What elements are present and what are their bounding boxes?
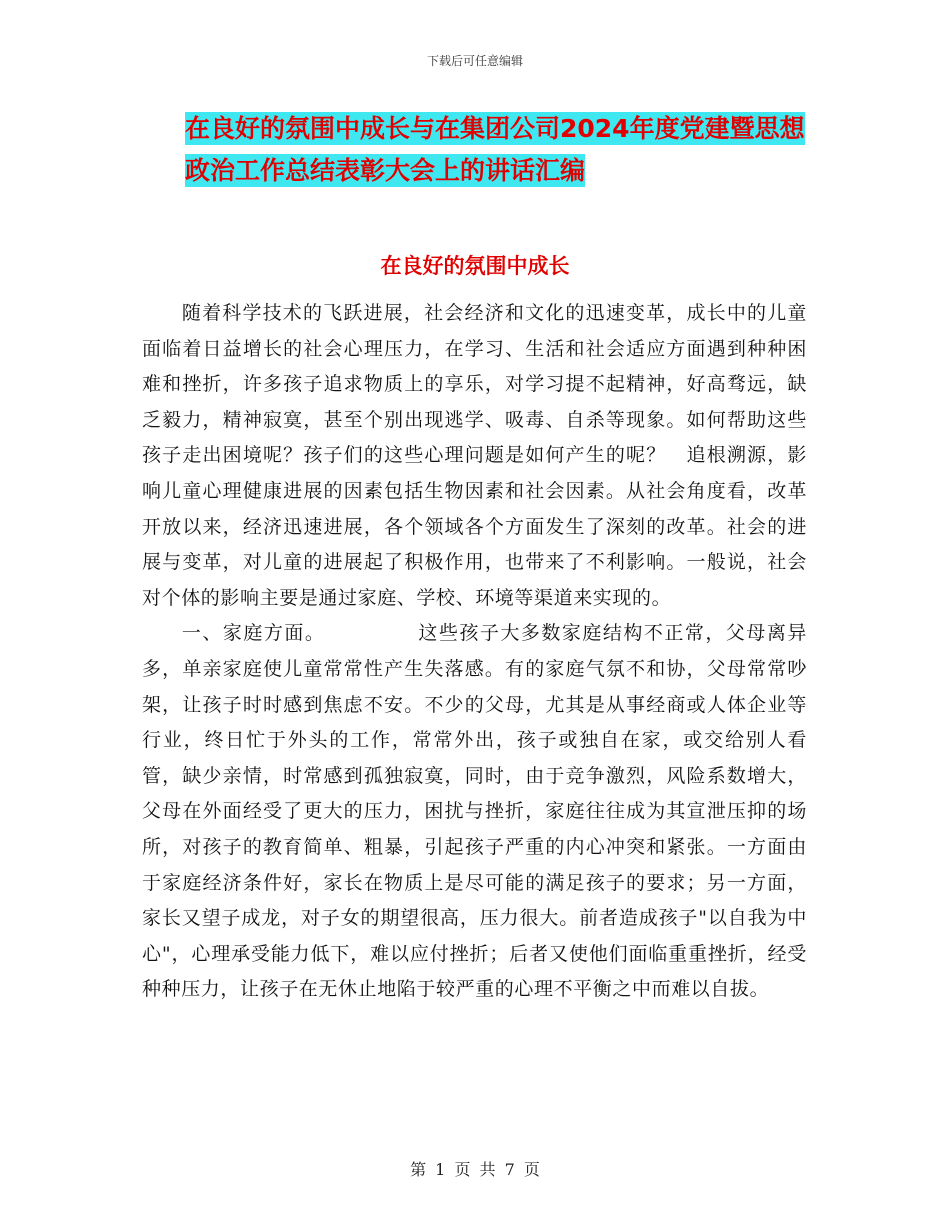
- paragraph-intro: 随着科学技术的飞跃进展，社会经济和文化的迅速变革，成长中的儿童面临着日益增长的社会心理压力，在学习、生活和社会适应方面遇到种种困难和挫折，许多孩子追求物质上的享乐，对学习提不起精神，好高骛远，缺乏毅力，精神寂寞，甚至个别出现逃学、吸毒、自杀等现象。如何帮助这些孩子走出困境呢？孩子们的这些心理问题是如何产生的呢？ 追根溯源，影响儿童心理健康进展的因素包括生物因素和社会因素。从社会角度看，改革开放以来，经济迅速进展，各个领域各个方面发生了深刻的改革。社会的进展与变革，对儿童的进展起了积极作用，也带来了不利影响。一般说，社会对个体的影响主要是通过家庭、学校、环境等渠道来实现的。: [142, 302, 807, 609]
- document-title-text: 在良好的氛围中成长与在集团公司2024年度党建暨思想政治工作总结表彰大会上的讲话汇编: [185, 114, 805, 185]
- header-note: 下载后可任意编辑: [426, 54, 523, 68]
- paragraph-family: 一、家庭方面。 这些孩子大多数家庭结构不正常，父母离异多，单亲家庭使儿童常常性产生失落感。有的家庭气氛不和协，父母常常吵架，让孩子时时感到焦虑不安。不少的父母，尤其是从事经商或人体企业等行业，终日忙于外头的工作，常常外出，孩子或独自在家，或交给别人看管，缺少亲情，时常感到孤独寂寞，同时，由于竞争激烈，风险系数增大，父母在外面经受了更大的压力，困扰与挫折，家庭往往成为其宣泄压抑的场所，对孩子的教育简单、粗暴，引起孩子严重的内心冲突和紧张。一方面由于家庭经济条件好，家长在物质上是尽可能的满足孩子的要求；另一方面，家长又望子成龙，对子女的期望很高，压力很大。前者造成孩子"以自我为中心"，心理承受能力低下，难以应付挫折；后者又使他们面临重重挫折，经受种种压力，让孩子在无休止地陷于较严重的心理不平衡之中而难以自拔。: [142, 622, 807, 1001]
- section-title: 在良好的氛围中成长: [380, 254, 570, 278]
- document-title: [185, 108, 815, 192]
- body-text: [142, 296, 807, 1008]
- page-number: 第 1 页 共 7 页: [410, 1160, 540, 1179]
